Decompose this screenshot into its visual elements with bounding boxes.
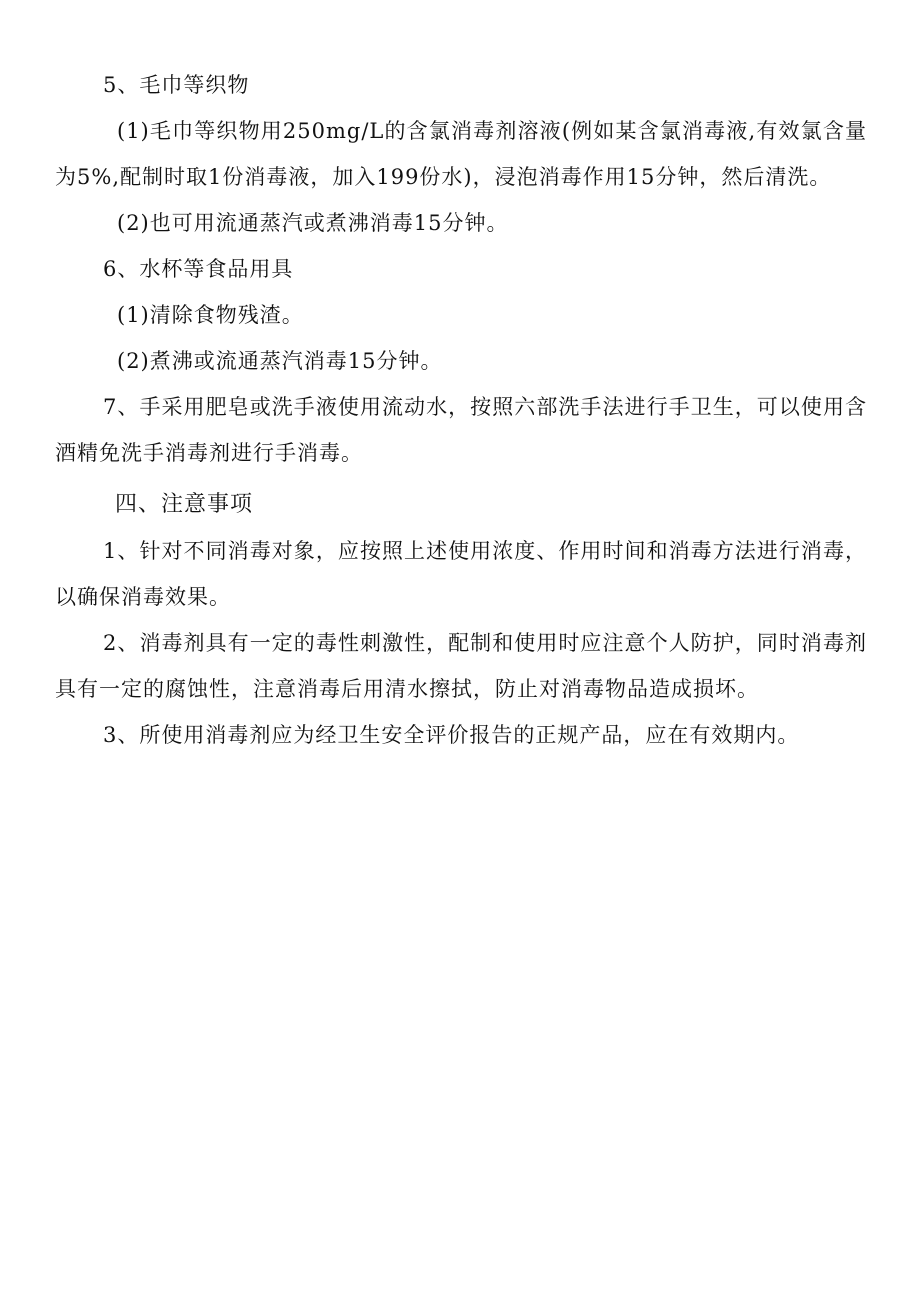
item-7: 7、手采用肥皂或洗手液使用流动水，按照六部洗手法进行手卫生，可以使用含酒精免洗手消毒剂进行手消毒。 bbox=[55, 395, 867, 465]
section-4-heading: 四、注意事项 bbox=[115, 492, 254, 517]
item-6-1: (1)清除食物残渣。 bbox=[117, 303, 304, 327]
note-3: 3、所使用消毒剂应为经卫生安全评价报告的正规产品，应在有效期内。 bbox=[103, 723, 800, 747]
note-2: 2、消毒剂具有一定的毒性刺激性，配制和使用时应注意个人防护，同时消毒剂具有一定的腐蚀性，注意消毒后用清水擦拭，防止对消毒物品造成损坏。 bbox=[55, 631, 867, 701]
item-5-1: (1)毛巾等织物用250mg/L的含氯消毒剂溶液(例如某含氯消毒液,有效氯含量为5%,配制时取1份消毒液，加入199份水)，浸泡消毒作用15分钟，然后清洗。 bbox=[55, 119, 867, 189]
item-6-title: 6、水杯等食品用具 bbox=[103, 257, 294, 281]
item-5-title: 5、毛巾等织物 bbox=[103, 73, 250, 97]
note-1: 1、针对不同消毒对象，应按照上述使用浓度、作用时间和消毒方法进行消毒，以确保消毒效果。 bbox=[55, 539, 867, 609]
item-5-2: (2)也可用流通蒸汽或煮沸消毒15分钟。 bbox=[117, 211, 509, 235]
item-6-2: (2)煮沸或流通蒸汽消毒15分钟。 bbox=[117, 349, 443, 373]
document-body bbox=[55, 62, 867, 758]
